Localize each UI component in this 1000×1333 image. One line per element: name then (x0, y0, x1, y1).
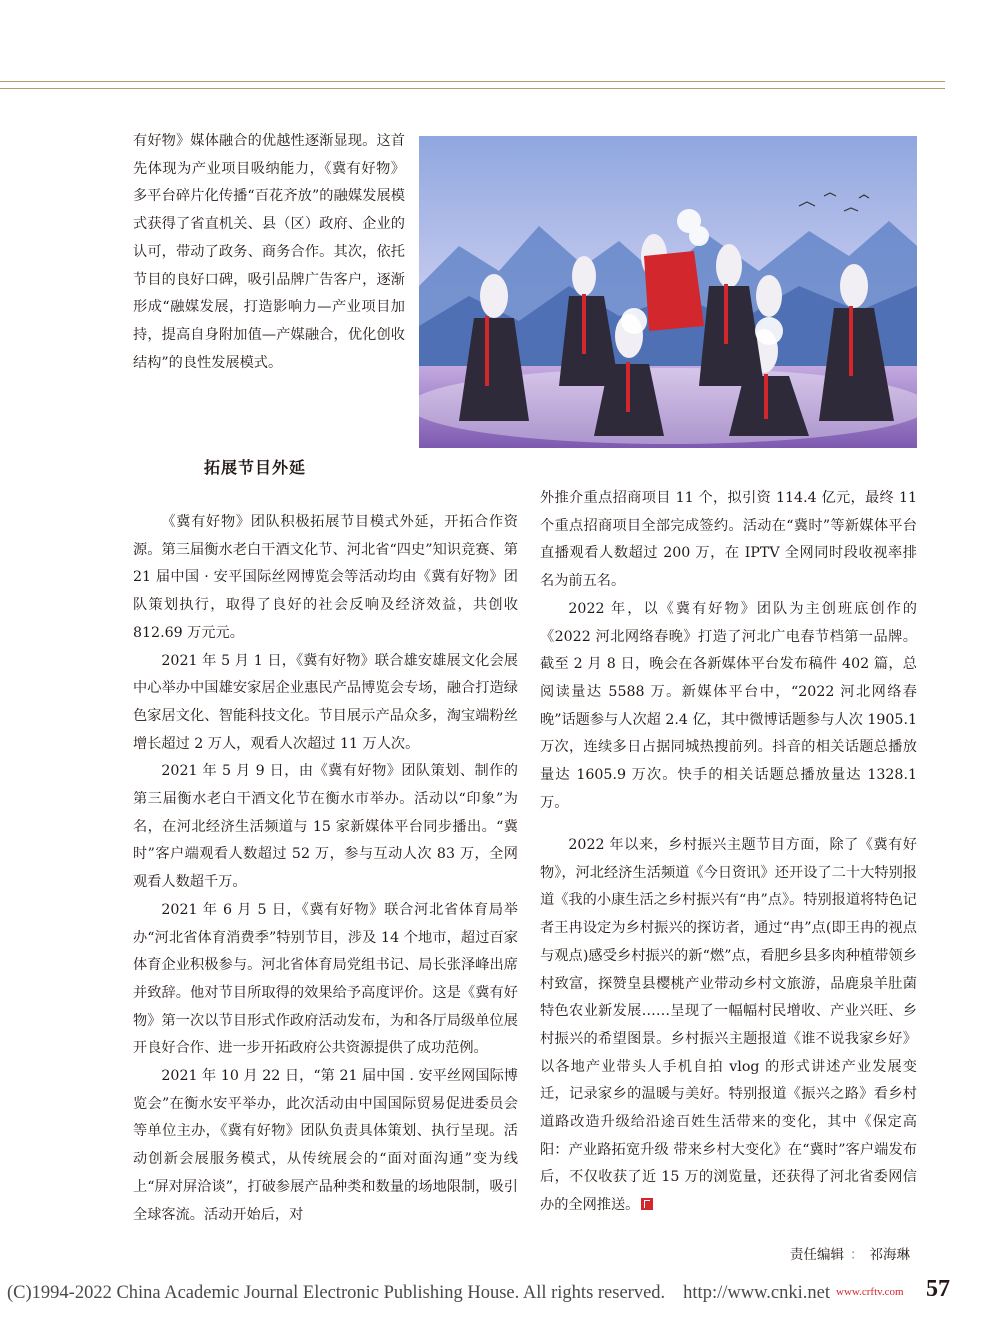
paragraph: 2021 年 5 月 9 日，由《冀有好物》团队策划、制作的第三届衡水老白干酒文化节在衡水市举办。活动以“印象”为名，在河北经济生活频道与 15 家新媒体平台同步播出。“冀时”客户端观看人数超过 52 万，参与互动人次 83 万，全网观看人数超千万。 (133, 763, 518, 891)
cnki-link[interactable]: http://www.cnki.net (683, 1283, 830, 1303)
editor-separator: ： (850, 1247, 864, 1263)
right-column (540, 485, 917, 817)
paragraph-final (540, 832, 917, 1220)
editor-label: 责任编辑 (790, 1247, 844, 1263)
intro-column (133, 128, 405, 377)
left-column (133, 509, 518, 1229)
paragraph: 2022 年，以《冀有好物》团队为主创班底创作的《2022 河北网络春晚》打造了河北广电春节档第一品牌。截至 2 月 8 日，晚会在各新媒体平台发布稿件 402 篇，总阅读量达 5588 万。新媒体平台中，“2022 河北网络春晚”话题参与人次超 2.4 亿，其中微博话题参与人次 1905.1 万次，连续多日占据同城热搜前列。抖音的相关话题总播放量达 1605.9 万次。快手的相关话题总播放量达 1328.1 万。 (540, 600, 917, 811)
paragraph: 《冀有好物》团队积极拓展节目模式外延，开拓合作资源。第三届衡水老白干酒文化节、河北省“四史”知识竞赛、第 21 届中国 · 安平国际丝网博览会等活动均由《冀有好物》团队策划执行，取得了良好的社会反响及经济效益，共创收 812.69 万元元。 (133, 514, 518, 641)
paragraph-continued: 外推介重点招商项目 11 个，拟引资 114.4 亿元，最终 11 个重点招商项目全部完成签约。活动在“冀时”等新媒体平台直播观看人数超过 200 万，在 IPTV 全网同时段收视率排名为前五名。 (540, 490, 917, 590)
paragraph: 2021 年 5 月 1 日，《冀有好物》联合雄安雄展文化会展中心举办中国雄安家居企业惠民产品博览会专场，融合打造绿色家居文化、智能科技文化。节目展示产品众多，淘宝端粉丝增长超过 2 万人，观看人次超过 11 万人次。 (133, 652, 518, 752)
right-column-lower (540, 832, 917, 1220)
responsible-editor (790, 1243, 910, 1263)
page-number: 57 (926, 1276, 950, 1302)
paragraph: 2021 年 10 月 22 日，“第 21 届中国 . 安平丝网国际博览会”在衡水安平举办，此次活动由中国国际贸易促进委员会等单位主办，《冀有好物》团队负责具体策划、执行呈现。活动创新会展服务模式，从传统展会的“面对面沟通”变为线上“屏对屏洽谈”，打破参展产品种类和数量的场地限制，吸引全球客流。活动开始后，对 (133, 1068, 518, 1223)
section-title: 拓展节目外延 (204, 458, 307, 477)
crftv-link[interactable]: www.crftv.com (836, 1286, 904, 1298)
paragraph: 2021 年 6 月 5 日，《冀有好物》联合河北省体育局举办“河北省体育消费季”特别节目，涉及 14 个地市，超过百家体育企业积极参与。河北省体育局党组书记、局长张泽峰出席并致辞。他对节目所取得的效果给予高度评价。这是《冀有好物》第一次以节目形式作政府活动发布，为和各厅局级单位展开良好合作、进一步开拓政府公共资源提供了成功范例。 (133, 901, 518, 1057)
editor-name: 祁海琳 (869, 1247, 910, 1263)
footer-copyright (7, 1283, 830, 1304)
stage-photo (419, 136, 917, 448)
guang-logo-icon (641, 1198, 653, 1210)
copyright-text: (C)1994-2022 China Academic Journal Electronic Publishing House. All rights reserved. (7, 1283, 666, 1303)
header-rule-top (0, 81, 945, 82)
paragraph-final-text: 2022 年以来，乡村振兴主题节目方面，除了《冀有好物》，河北经济生活频道《今日资讯》还开设了二十大特别报道《我的小康生活之乡村振兴有“冉”点》。特别报道将特色记者王冉设定为乡村振兴的探访者，通过“冉”点(即王冉的视点与观点)感受乡村振兴的新“燃”点，看肥乡县多肉种植带领乡村致富，探赞皇县樱桃产业带动乡村文旅游，品鹿泉羊肚菌特色农业新发展……呈现了一幅幅村民增收、产业兴旺、乡村振兴的希望图景。乡村振兴主题报道《谁不说我家乡好》以各地产业带头人手机自拍 vlog 的形式讲述产业发展变迁，记录家乡的温暖与美好。特别报道《振兴之路》看乡村道路改造升级给沿途百姓生活带来的变化，其中《保定高阳：产业路拓宽升级 带来乡村大变化》在“冀时”客户端发布后，不仅收获了近 15 万的浏览量，还获得了河北省委网信办的全网推送。 (540, 837, 917, 1214)
header-rule-bottom (0, 88, 945, 89)
intro-paragraph: 有好物》媒体融合的优越性逐渐显现。这首先体现为产业项目吸纳能力，《冀有好物》多平台碎片化传播“百花齐放”的融媒发展模式获得了省直机关、县（区）政府、企业的认可，带动了政务、商务合作。其次，依托节目的良好口碑，吸引品牌广告客户，逐渐形成“融媒发展，打造影响力—产业项目加持，提高自身附加值—产媒融合，优化创收结构”的良性发展模式。 (133, 133, 405, 371)
